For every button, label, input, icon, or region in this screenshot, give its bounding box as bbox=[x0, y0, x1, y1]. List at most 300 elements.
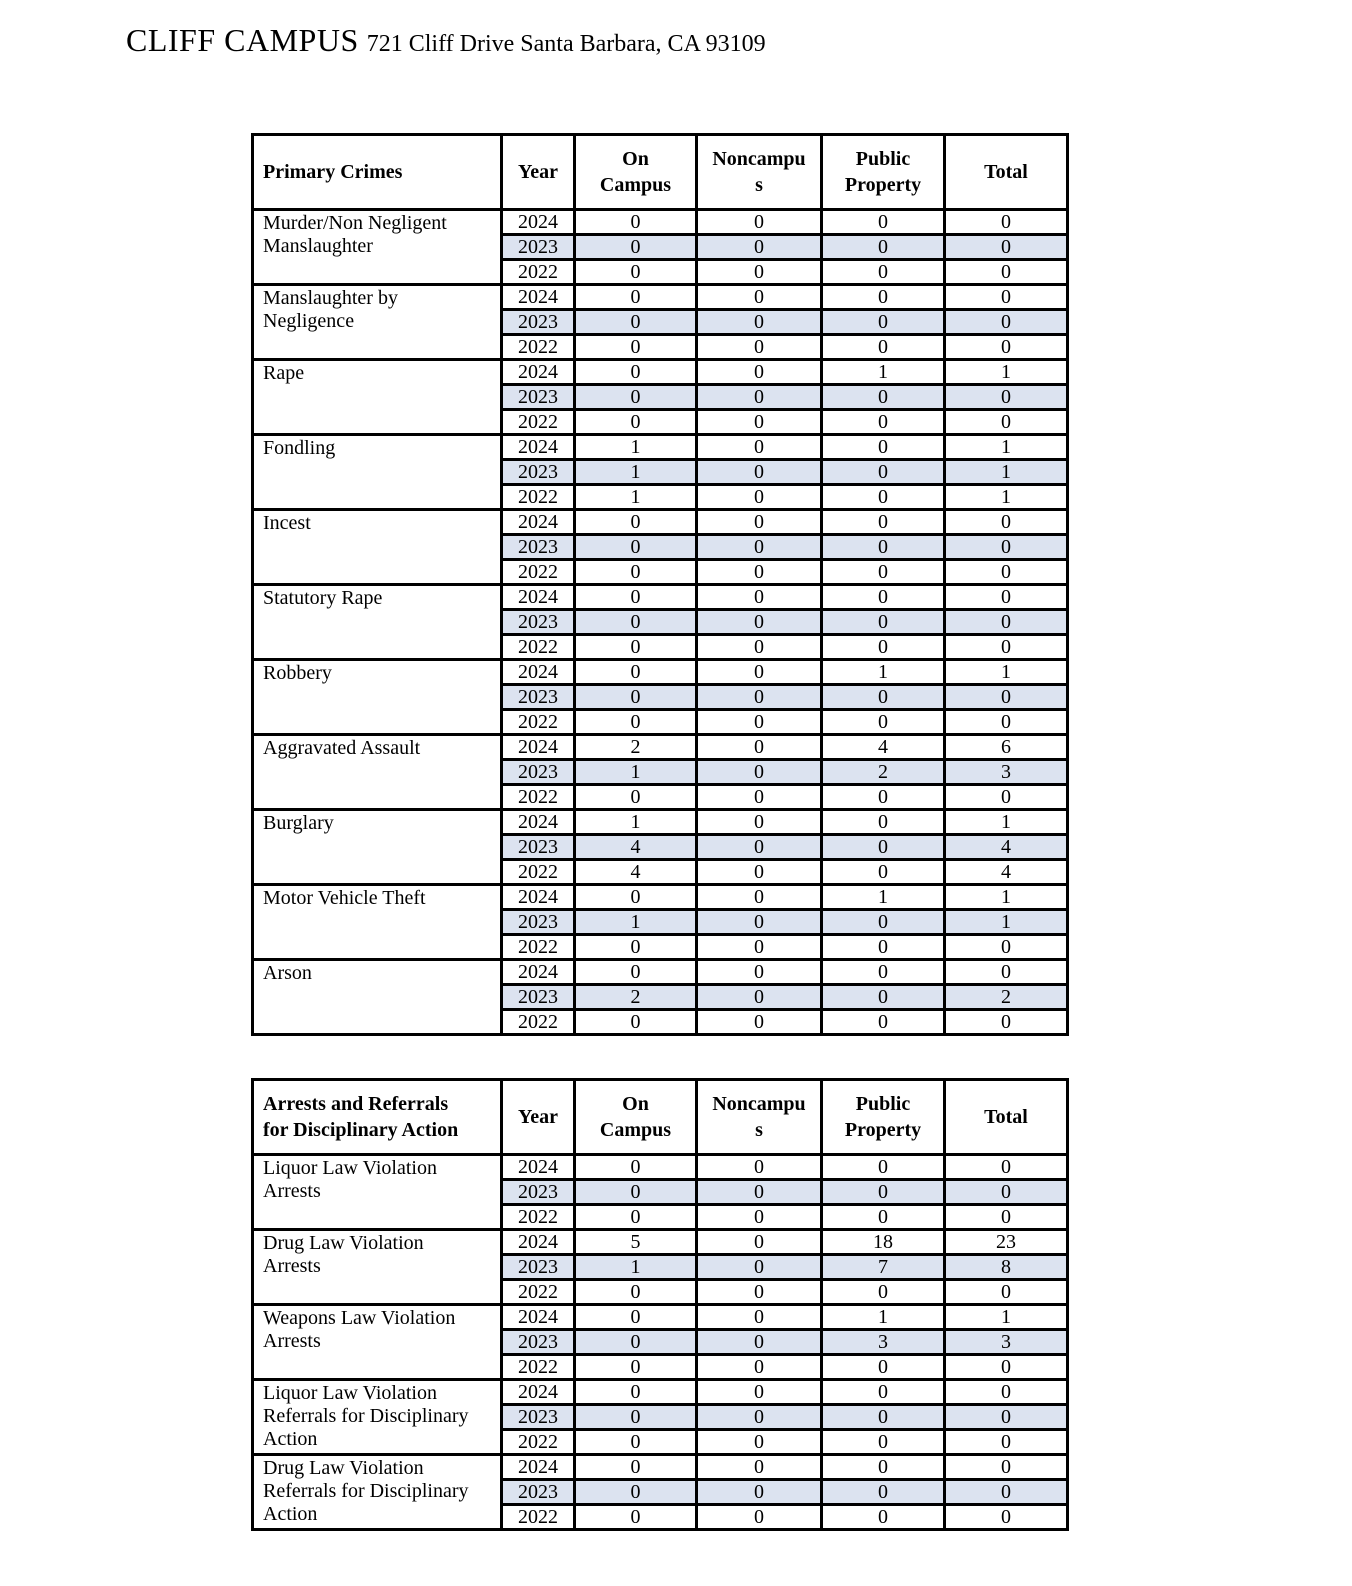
value-cell: 0 bbox=[697, 285, 822, 310]
value-cell: 7 bbox=[822, 1255, 945, 1280]
value-cell: 0 bbox=[945, 535, 1068, 560]
value-cell: 0 bbox=[822, 935, 945, 960]
value-cell: 0 bbox=[822, 1280, 945, 1305]
value-cell: 1 bbox=[945, 885, 1068, 910]
value-cell: 0 bbox=[575, 1155, 697, 1180]
value-cell: 0 bbox=[697, 1180, 822, 1205]
crime-name-cell bbox=[253, 285, 502, 360]
crime-name-cell bbox=[253, 660, 502, 735]
category-name-cell bbox=[253, 1380, 502, 1455]
value-cell: 0 bbox=[575, 1355, 697, 1380]
value-cell: 0 bbox=[945, 1205, 1068, 1230]
crime-name-cell bbox=[253, 510, 502, 585]
value-cell: 0 bbox=[697, 485, 822, 510]
column-header-year: Year bbox=[518, 1106, 558, 1128]
value-cell: 1 bbox=[945, 360, 1068, 385]
value-cell: 0 bbox=[945, 335, 1068, 360]
year-cell: 2024 bbox=[502, 1305, 575, 1330]
year-cell: 2023 bbox=[502, 310, 575, 335]
value-cell: 0 bbox=[822, 510, 945, 535]
primary-crimes-table bbox=[251, 133, 1069, 1036]
year-cell: 2022 bbox=[502, 1355, 575, 1380]
value-cell: 0 bbox=[822, 860, 945, 885]
column-header-public-property: Public Property bbox=[844, 148, 922, 196]
year-cell: 2023 bbox=[502, 460, 575, 485]
value-cell: 0 bbox=[697, 1405, 822, 1430]
year-cell: 2023 bbox=[502, 385, 575, 410]
value-cell: 0 bbox=[697, 335, 822, 360]
value-cell: 3 bbox=[822, 1330, 945, 1355]
value-cell: 1 bbox=[822, 360, 945, 385]
value-cell: 0 bbox=[945, 1010, 1068, 1035]
value-cell: 0 bbox=[822, 1180, 945, 1205]
value-cell: 0 bbox=[575, 235, 697, 260]
value-cell: 0 bbox=[945, 585, 1068, 610]
table-row bbox=[253, 360, 1068, 385]
value-cell: 0 bbox=[575, 1180, 697, 1205]
value-cell: 0 bbox=[945, 1180, 1068, 1205]
value-cell: 0 bbox=[697, 710, 822, 735]
value-cell: 0 bbox=[575, 660, 697, 685]
column-header-year-cell bbox=[502, 135, 575, 210]
document-header bbox=[126, 22, 766, 59]
table-row bbox=[253, 810, 1068, 835]
value-cell: 0 bbox=[575, 1405, 697, 1430]
campus-name: CLIFF CAMPUS bbox=[126, 22, 359, 58]
column-header-noncampus: Noncampus bbox=[712, 1093, 806, 1141]
year-cell: 2024 bbox=[502, 1380, 575, 1405]
value-cell: 0 bbox=[575, 1305, 697, 1330]
crime-name: Manslaughter by Negligence bbox=[263, 287, 398, 332]
value-cell: 0 bbox=[697, 210, 822, 235]
value-cell: 0 bbox=[822, 1430, 945, 1455]
crime-name: Fondling bbox=[263, 437, 336, 459]
value-cell: 0 bbox=[575, 885, 697, 910]
value-cell: 0 bbox=[945, 1430, 1068, 1455]
year-cell: 2024 bbox=[502, 810, 575, 835]
value-cell: 0 bbox=[575, 210, 697, 235]
value-cell: 1 bbox=[945, 460, 1068, 485]
value-cell: 0 bbox=[822, 1455, 945, 1480]
crime-name: Arson bbox=[263, 962, 312, 984]
year-cell: 2022 bbox=[502, 485, 575, 510]
year-cell: 2023 bbox=[502, 835, 575, 860]
value-cell: 0 bbox=[697, 410, 822, 435]
value-cell: 0 bbox=[822, 1505, 945, 1530]
value-cell: 0 bbox=[697, 635, 822, 660]
column-header-public-property-cell bbox=[822, 1080, 945, 1155]
value-cell: 0 bbox=[697, 1355, 822, 1380]
value-cell: 0 bbox=[822, 410, 945, 435]
crime-name-cell bbox=[253, 810, 502, 885]
arrests-referrals-table bbox=[251, 1078, 1069, 1531]
crime-name-cell bbox=[253, 210, 502, 285]
crime-name: Burglary bbox=[263, 812, 334, 834]
value-cell: 0 bbox=[697, 1505, 822, 1530]
column-header-on-campus-cell bbox=[575, 135, 697, 210]
year-cell: 2022 bbox=[502, 1010, 575, 1035]
value-cell: 0 bbox=[945, 935, 1068, 960]
year-cell: 2022 bbox=[502, 860, 575, 885]
value-cell: 0 bbox=[697, 885, 822, 910]
value-cell: 0 bbox=[945, 1280, 1068, 1305]
value-cell: 0 bbox=[945, 560, 1068, 585]
year-cell: 2023 bbox=[502, 1405, 575, 1430]
crime-name: Motor Vehicle Theft bbox=[263, 887, 426, 909]
table-row bbox=[253, 585, 1068, 610]
value-cell: 0 bbox=[575, 685, 697, 710]
value-cell: 6 bbox=[945, 735, 1068, 760]
value-cell: 0 bbox=[697, 660, 822, 685]
value-cell: 3 bbox=[945, 1330, 1068, 1355]
value-cell: 0 bbox=[822, 910, 945, 935]
table-title: Arrests and Referrals for Disciplinary Action bbox=[263, 1093, 459, 1141]
year-cell: 2023 bbox=[502, 910, 575, 935]
value-cell: 0 bbox=[822, 1205, 945, 1230]
value-cell: 1 bbox=[575, 1255, 697, 1280]
value-cell: 0 bbox=[945, 635, 1068, 660]
value-cell: 0 bbox=[822, 1355, 945, 1380]
value-cell: 0 bbox=[575, 785, 697, 810]
value-cell: 0 bbox=[697, 460, 822, 485]
table-title: Primary Crimes bbox=[263, 161, 403, 183]
column-header-year: Year bbox=[518, 161, 558, 183]
value-cell: 0 bbox=[945, 260, 1068, 285]
value-cell: 0 bbox=[697, 860, 822, 885]
table-row bbox=[253, 960, 1068, 985]
header-row bbox=[253, 1080, 1068, 1155]
header-row bbox=[253, 135, 1068, 210]
crime-name-cell bbox=[253, 960, 502, 1035]
value-cell: 1 bbox=[945, 810, 1068, 835]
value-cell: 0 bbox=[945, 1505, 1068, 1530]
value-cell: 0 bbox=[575, 510, 697, 535]
category-name: Liquor Law Violation Arrests bbox=[263, 1157, 437, 1202]
value-cell: 0 bbox=[697, 1455, 822, 1480]
table-row bbox=[253, 435, 1068, 460]
category-name-cell bbox=[253, 1455, 502, 1530]
value-cell: 0 bbox=[822, 685, 945, 710]
value-cell: 8 bbox=[945, 1255, 1068, 1280]
year-cell: 2024 bbox=[502, 585, 575, 610]
value-cell: 1 bbox=[575, 910, 697, 935]
year-cell: 2024 bbox=[502, 210, 575, 235]
campus-address: 721 Cliff Drive Santa Barbara, CA 93109 bbox=[366, 31, 766, 57]
value-cell: 0 bbox=[697, 1155, 822, 1180]
value-cell: 0 bbox=[697, 1305, 822, 1330]
category-name: Weapons Law Violation Arrests bbox=[263, 1307, 456, 1352]
crime-name-cell bbox=[253, 360, 502, 435]
value-cell: 0 bbox=[945, 785, 1068, 810]
value-cell: 2 bbox=[822, 760, 945, 785]
value-cell: 0 bbox=[697, 560, 822, 585]
value-cell: 0 bbox=[945, 510, 1068, 535]
value-cell: 0 bbox=[822, 535, 945, 560]
value-cell: 0 bbox=[575, 610, 697, 635]
year-cell: 2024 bbox=[502, 360, 575, 385]
year-cell: 2023 bbox=[502, 235, 575, 260]
value-cell: 4 bbox=[945, 835, 1068, 860]
value-cell: 1 bbox=[575, 460, 697, 485]
value-cell: 0 bbox=[945, 210, 1068, 235]
column-header-year-cell bbox=[502, 1080, 575, 1155]
table-row bbox=[253, 885, 1068, 910]
column-header-noncampus-cell bbox=[697, 135, 822, 210]
year-cell: 2024 bbox=[502, 735, 575, 760]
value-cell: 0 bbox=[822, 285, 945, 310]
value-cell: 0 bbox=[575, 1430, 697, 1455]
column-header-on-campus: On Campus bbox=[599, 1093, 672, 1141]
value-cell: 5 bbox=[575, 1230, 697, 1255]
value-cell: 0 bbox=[697, 985, 822, 1010]
year-cell: 2022 bbox=[502, 260, 575, 285]
value-cell: 1 bbox=[945, 485, 1068, 510]
value-cell: 0 bbox=[945, 285, 1068, 310]
category-name-cell bbox=[253, 1155, 502, 1230]
value-cell: 0 bbox=[945, 385, 1068, 410]
column-header-total-cell bbox=[945, 135, 1068, 210]
year-cell: 2022 bbox=[502, 1280, 575, 1305]
value-cell: 2 bbox=[575, 735, 697, 760]
table-row bbox=[253, 510, 1068, 535]
table-title-cell bbox=[253, 1080, 502, 1155]
column-header-public-property-cell bbox=[822, 135, 945, 210]
value-cell: 1 bbox=[945, 435, 1068, 460]
value-cell: 0 bbox=[822, 960, 945, 985]
value-cell: 0 bbox=[697, 835, 822, 860]
value-cell: 0 bbox=[697, 910, 822, 935]
column-header-on-campus-cell bbox=[575, 1080, 697, 1155]
value-cell: 1 bbox=[575, 485, 697, 510]
value-cell: 1 bbox=[822, 660, 945, 685]
column-header-noncampus: Noncampus bbox=[712, 148, 806, 196]
category-name-cell bbox=[253, 1230, 502, 1305]
crime-name: Rape bbox=[263, 362, 305, 384]
value-cell: 0 bbox=[697, 385, 822, 410]
year-cell: 2024 bbox=[502, 885, 575, 910]
value-cell: 0 bbox=[575, 410, 697, 435]
value-cell: 0 bbox=[697, 310, 822, 335]
crime-name: Incest bbox=[263, 512, 311, 534]
value-cell: 0 bbox=[822, 460, 945, 485]
column-header-public-property: Public Property bbox=[844, 1093, 922, 1141]
value-cell: 0 bbox=[945, 310, 1068, 335]
value-cell: 0 bbox=[945, 1155, 1068, 1180]
year-cell: 2022 bbox=[502, 935, 575, 960]
value-cell: 1 bbox=[575, 760, 697, 785]
value-cell: 0 bbox=[575, 385, 697, 410]
year-cell: 2024 bbox=[502, 960, 575, 985]
value-cell: 0 bbox=[697, 435, 822, 460]
value-cell: 0 bbox=[575, 1505, 697, 1530]
value-cell: 0 bbox=[822, 485, 945, 510]
value-cell: 1 bbox=[945, 910, 1068, 935]
value-cell: 2 bbox=[575, 985, 697, 1010]
year-cell: 2022 bbox=[502, 335, 575, 360]
value-cell: 4 bbox=[822, 735, 945, 760]
year-cell: 2022 bbox=[502, 1430, 575, 1455]
value-cell: 0 bbox=[945, 410, 1068, 435]
year-cell: 2024 bbox=[502, 510, 575, 535]
category-name-cell bbox=[253, 1305, 502, 1380]
value-cell: 0 bbox=[575, 710, 697, 735]
year-cell: 2024 bbox=[502, 660, 575, 685]
value-cell: 2 bbox=[945, 985, 1068, 1010]
column-header-noncampus-cell bbox=[697, 1080, 822, 1155]
value-cell: 0 bbox=[822, 585, 945, 610]
column-header-total: Total bbox=[984, 161, 1028, 183]
value-cell: 0 bbox=[945, 235, 1068, 260]
value-cell: 0 bbox=[697, 510, 822, 535]
value-cell: 0 bbox=[945, 1405, 1068, 1430]
value-cell: 0 bbox=[575, 1455, 697, 1480]
table-row bbox=[253, 1155, 1068, 1180]
value-cell: 4 bbox=[945, 860, 1068, 885]
value-cell: 0 bbox=[822, 1380, 945, 1405]
value-cell: 1 bbox=[822, 1305, 945, 1330]
value-cell: 0 bbox=[697, 1255, 822, 1280]
value-cell: 0 bbox=[697, 1205, 822, 1230]
value-cell: 0 bbox=[822, 810, 945, 835]
value-cell: 1 bbox=[822, 885, 945, 910]
category-name: Liquor Law Violation Referrals for Disciplinary Action bbox=[263, 1382, 469, 1450]
value-cell: 0 bbox=[697, 685, 822, 710]
year-cell: 2024 bbox=[502, 1155, 575, 1180]
value-cell: 0 bbox=[822, 385, 945, 410]
value-cell: 0 bbox=[822, 985, 945, 1010]
table-row bbox=[253, 210, 1068, 235]
value-cell: 0 bbox=[697, 960, 822, 985]
value-cell: 23 bbox=[945, 1230, 1068, 1255]
value-cell: 0 bbox=[575, 360, 697, 385]
year-cell: 2024 bbox=[502, 1455, 575, 1480]
value-cell: 0 bbox=[945, 685, 1068, 710]
value-cell: 0 bbox=[822, 610, 945, 635]
value-cell: 0 bbox=[822, 235, 945, 260]
year-cell: 2024 bbox=[502, 1230, 575, 1255]
table-row bbox=[253, 1305, 1068, 1330]
year-cell: 2023 bbox=[502, 985, 575, 1010]
table-row bbox=[253, 1380, 1068, 1405]
value-cell: 0 bbox=[697, 1230, 822, 1255]
table-row bbox=[253, 735, 1068, 760]
crime-name-cell bbox=[253, 435, 502, 510]
year-cell: 2022 bbox=[502, 635, 575, 660]
value-cell: 1 bbox=[575, 810, 697, 835]
value-cell: 0 bbox=[822, 560, 945, 585]
column-header-total: Total bbox=[984, 1106, 1028, 1128]
value-cell: 0 bbox=[575, 1480, 697, 1505]
value-cell: 0 bbox=[697, 1010, 822, 1035]
year-cell: 2022 bbox=[502, 1505, 575, 1530]
value-cell: 0 bbox=[575, 285, 697, 310]
value-cell: 0 bbox=[575, 1330, 697, 1355]
table-title-cell bbox=[253, 135, 502, 210]
value-cell: 0 bbox=[945, 1480, 1068, 1505]
value-cell: 1 bbox=[945, 660, 1068, 685]
crime-name: Robbery bbox=[263, 662, 332, 684]
value-cell: 0 bbox=[575, 1280, 697, 1305]
value-cell: 0 bbox=[697, 1430, 822, 1455]
value-cell: 0 bbox=[822, 635, 945, 660]
year-cell: 2022 bbox=[502, 410, 575, 435]
value-cell: 0 bbox=[575, 585, 697, 610]
column-header-total-cell bbox=[945, 1080, 1068, 1155]
value-cell: 0 bbox=[945, 710, 1068, 735]
table-row bbox=[253, 1455, 1068, 1480]
crime-name-cell bbox=[253, 885, 502, 960]
value-cell: 0 bbox=[697, 535, 822, 560]
year-cell: 2023 bbox=[502, 685, 575, 710]
value-cell: 0 bbox=[945, 960, 1068, 985]
value-cell: 0 bbox=[575, 935, 697, 960]
value-cell: 0 bbox=[697, 735, 822, 760]
year-cell: 2023 bbox=[502, 760, 575, 785]
value-cell: 0 bbox=[697, 260, 822, 285]
year-cell: 2022 bbox=[502, 785, 575, 810]
table-row bbox=[253, 285, 1068, 310]
value-cell: 0 bbox=[945, 1355, 1068, 1380]
value-cell: 0 bbox=[697, 1330, 822, 1355]
value-cell: 3 bbox=[945, 760, 1068, 785]
value-cell: 0 bbox=[822, 335, 945, 360]
value-cell: 0 bbox=[822, 210, 945, 235]
value-cell: 0 bbox=[697, 810, 822, 835]
value-cell: 0 bbox=[697, 760, 822, 785]
table-row bbox=[253, 1230, 1068, 1255]
year-cell: 2023 bbox=[502, 535, 575, 560]
value-cell: 0 bbox=[575, 1010, 697, 1035]
column-header-on-campus: On Campus bbox=[599, 148, 672, 196]
value-cell: 0 bbox=[697, 785, 822, 810]
value-cell: 0 bbox=[945, 1380, 1068, 1405]
value-cell: 0 bbox=[822, 310, 945, 335]
crime-name-cell bbox=[253, 585, 502, 660]
value-cell: 0 bbox=[697, 1480, 822, 1505]
value-cell: 0 bbox=[945, 1455, 1068, 1480]
value-cell: 0 bbox=[822, 435, 945, 460]
value-cell: 0 bbox=[575, 1380, 697, 1405]
crime-name: Aggravated Assault bbox=[263, 737, 421, 759]
value-cell: 0 bbox=[575, 1205, 697, 1230]
value-cell: 0 bbox=[822, 835, 945, 860]
year-cell: 2023 bbox=[502, 1255, 575, 1280]
year-cell: 2022 bbox=[502, 1205, 575, 1230]
value-cell: 0 bbox=[822, 260, 945, 285]
category-name: Drug Law Violation Arrests bbox=[263, 1232, 424, 1277]
crime-name-cell bbox=[253, 735, 502, 810]
year-cell: 2023 bbox=[502, 610, 575, 635]
value-cell: 0 bbox=[697, 935, 822, 960]
value-cell: 4 bbox=[575, 860, 697, 885]
value-cell: 0 bbox=[945, 610, 1068, 635]
value-cell: 0 bbox=[575, 310, 697, 335]
value-cell: 0 bbox=[575, 960, 697, 985]
value-cell: 1 bbox=[575, 435, 697, 460]
value-cell: 0 bbox=[822, 1480, 945, 1505]
value-cell: 0 bbox=[822, 1010, 945, 1035]
value-cell: 0 bbox=[575, 560, 697, 585]
year-cell: 2024 bbox=[502, 435, 575, 460]
year-cell: 2022 bbox=[502, 710, 575, 735]
crime-name: Statutory Rape bbox=[263, 587, 383, 609]
value-cell: 18 bbox=[822, 1230, 945, 1255]
value-cell: 0 bbox=[575, 335, 697, 360]
value-cell: 0 bbox=[575, 260, 697, 285]
value-cell: 0 bbox=[697, 235, 822, 260]
value-cell: 0 bbox=[697, 1280, 822, 1305]
value-cell: 0 bbox=[822, 1405, 945, 1430]
